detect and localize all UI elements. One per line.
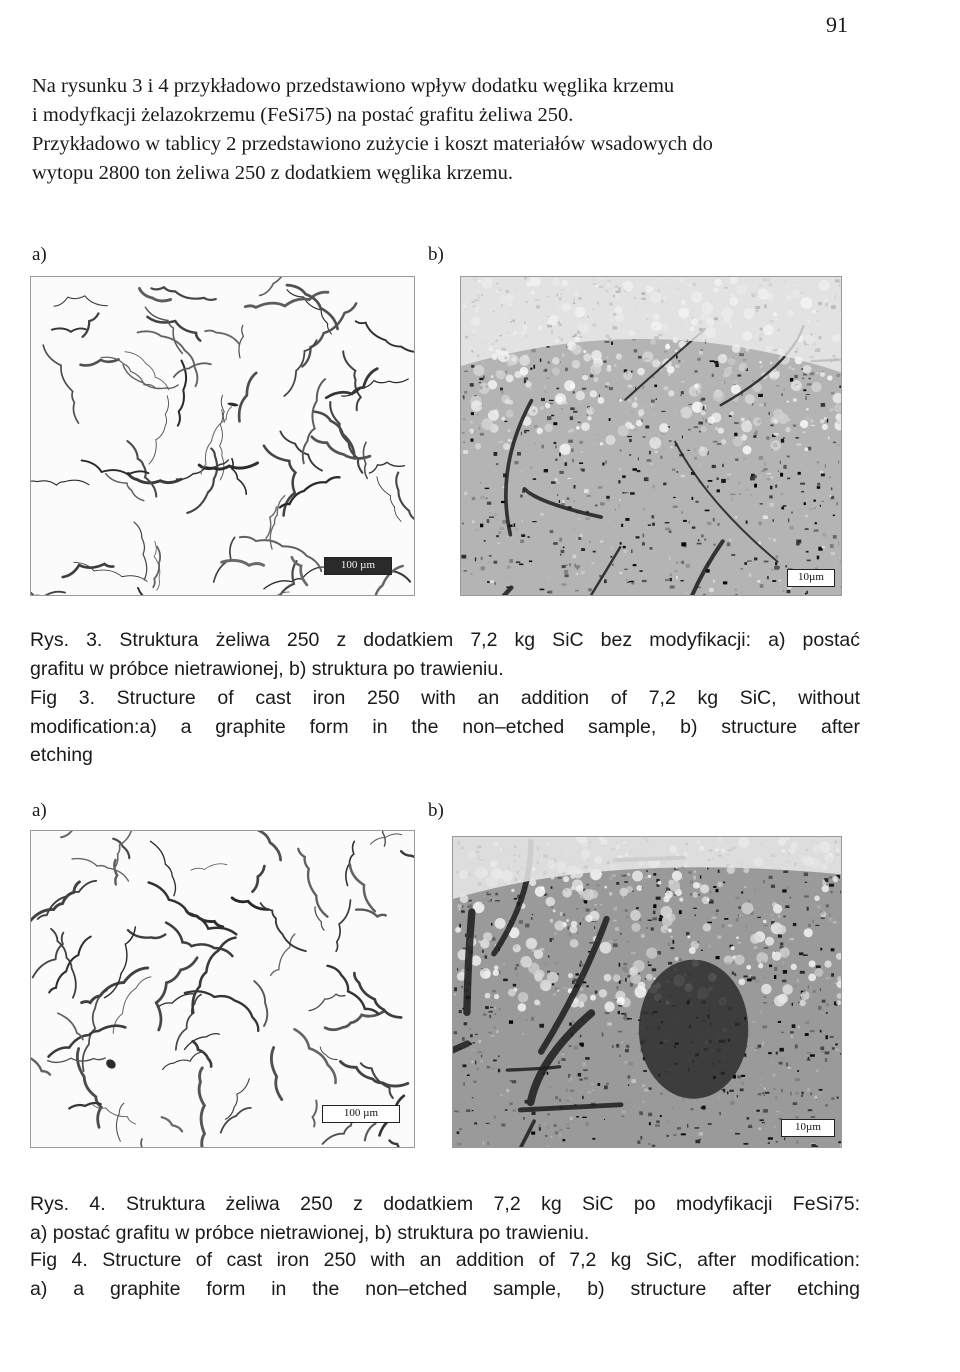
- page-number: 91: [826, 12, 848, 37]
- fig3b-scale-bar: 10µm: [787, 569, 835, 587]
- fig3a-scale-bar: 100 µm: [324, 557, 392, 575]
- fig4-label-b: b): [428, 800, 444, 821]
- fig3b-micrograph: [460, 276, 842, 596]
- fig3-caption-en: [30, 684, 860, 770]
- caption-line: Fig 4. Structure of cast iron 250 with an addition of 7,2 kg SiC, after modification:: [30, 1249, 860, 1271]
- intro-line: i modyfkacji żelazokrzemu (FeSi75) na postać grafitu żeliwa 250.: [32, 104, 574, 126]
- fig4-label-a: a): [32, 800, 47, 821]
- fig4a-scale-bar: 100 µm: [322, 1105, 400, 1123]
- fig3-label-a: a): [32, 244, 47, 265]
- intro-line: Na rysunku 3 i 4 przykładowo przedstawiono wpływ dodatku węglika krzemu: [32, 75, 675, 97]
- intro-line: wytopu 2800 ton żeliwa 250 z dodatkiem węglika krzemu.: [32, 162, 514, 184]
- caption-line: grafitu w próbce nietrawionej, b) struktura po trawieniu.: [30, 657, 504, 680]
- caption-line: Rys. 3. Struktura żeliwa 250 z dodatkiem 7,2 kg SiC bez modyfikacji: a) postać: [30, 629, 860, 651]
- caption-line: etching: [30, 744, 93, 766]
- intro-paragraph: [32, 72, 860, 188]
- intro-line: Przykładowo w tablicy 2 przedstawiono zużycie i koszt materiałów wsadowych do: [32, 133, 713, 155]
- fig4b-scale-bar: 10µm: [781, 1119, 835, 1137]
- caption-line: Rys. 4. Struktura żeliwa 250 z dodatkiem 7,2 kg SiC po modyfikacji FeSi75:: [30, 1193, 860, 1215]
- fig4-caption-en: [30, 1246, 860, 1303]
- fig4b-micrograph: [452, 836, 842, 1148]
- fig3-label-b: b): [428, 244, 444, 265]
- caption-line: a) postać grafitu w próbce nietrawionej, b) struktura po trawieniu.: [30, 1221, 590, 1244]
- fig4a-micrograph: [30, 830, 415, 1148]
- fig3a-micrograph: [30, 276, 415, 596]
- caption-line: Fig 3. Structure of cast iron 250 with an addition of 7,2 kg SiC, without: [30, 687, 860, 709]
- fig4-caption-pl: [30, 1190, 860, 1247]
- fig3-caption-pl: [30, 626, 860, 683]
- caption-line: modification:a) a graphite form in the non–etched sample, b) structure after: [30, 715, 860, 738]
- caption-line: a) a graphite form in the non–etched sample, b) structure after etching: [30, 1277, 860, 1300]
